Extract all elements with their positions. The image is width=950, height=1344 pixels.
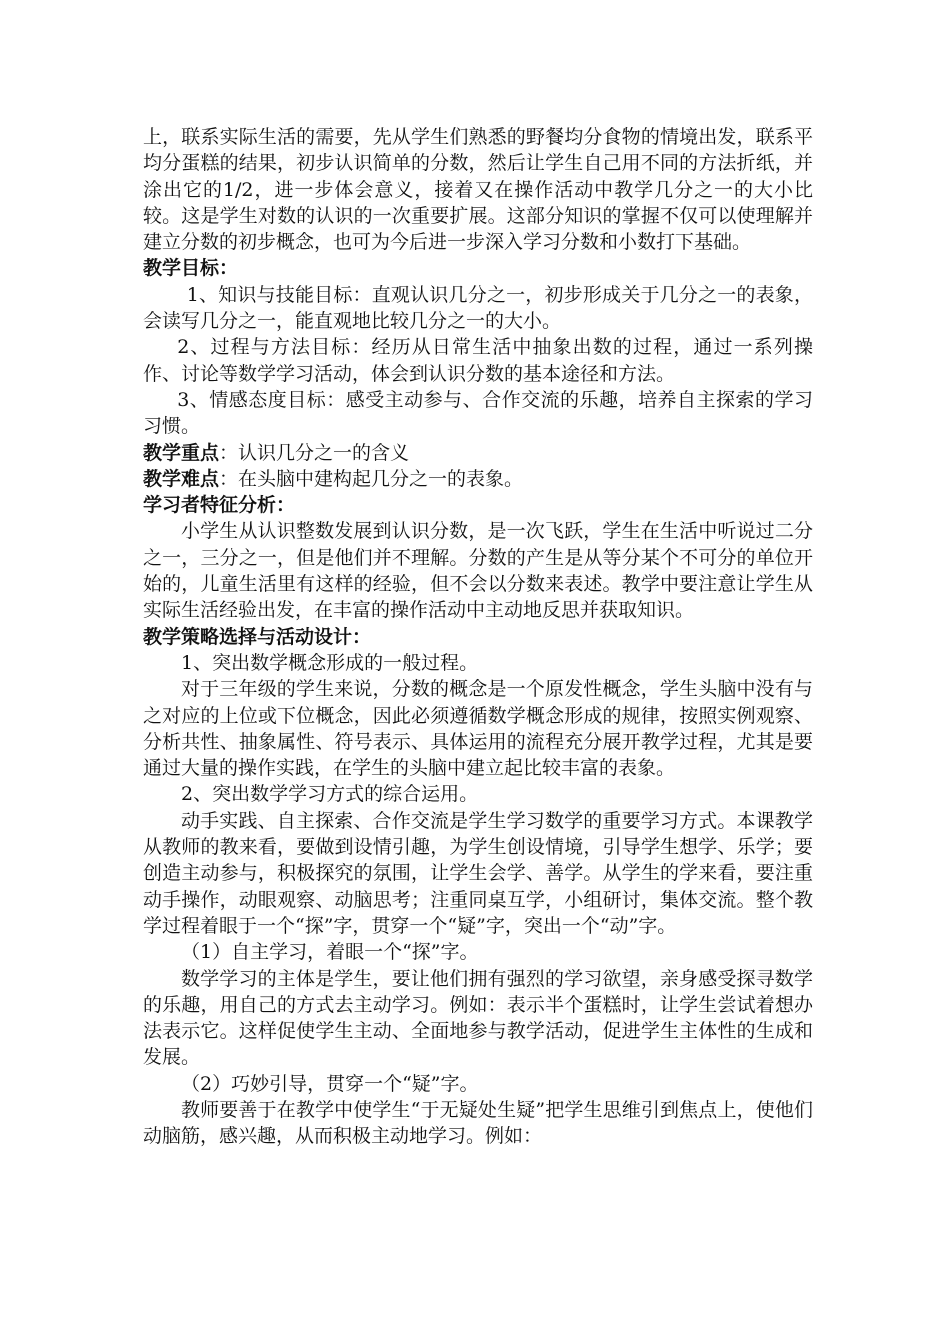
strategy-2-title: 2、突出数学学习方式的综合运用。 [181, 783, 479, 806]
key-point-line [143, 440, 813, 466]
intro-paragraph: 上，联系实际生活的需要，先从学生们熟悉的野餐均分食物的情境出发，联系平均分蛋糕的结果，初步认识简单的分数，然后让学生自己用不同的方法折纸，并涂出它的1/2，进一步体会意义，接着又在操作活动中教学几分之一的大小比较。这是学生对数的认识的一次重要扩展。这部分知识的掌握不仅可以使理解并建立分数的初步概念，也可为今后进一步深入学习分数和小数打下基础。 [143, 126, 813, 254]
strategy-1-title: 1、突出数学概念形成的一般过程。 [181, 651, 479, 674]
difficulty-text: ：在头脑中建构起几分之一的表象。 [219, 467, 524, 490]
learner-heading: 学习者特征分析： [143, 494, 296, 517]
strategy-2-paragraph: 动手实践、自主探索、合作交流是学生学习数学的重要学习方式。本课教学从教师的教来看，要做到设情引趣，为学生创设情境，引导学生想学、乐学；要创造主动参与，积极探究的氛围，让学生会学、善学。从学生的学来看，要注重动手操作，动眼观察、动脑思考；注重同桌互学，小组研讨，集体交流。整个教学过程着眼于一个“探”字，贯穿一个“疑”字，突出一个“动”字。 [143, 809, 813, 937]
learner-paragraph: 小学生从认识整数发展到认识分数，是一次飞跃，学生在生活中听说过二分之一，三分之一，但是他们并不理解。分数的产生是从等分某个不可分的单位开始的，儿童生活里有这样的经验，但不会以分数来表述。教学中要注意让学生从实际生活经验出发，在丰富的操作活动中主动地反思并获取知识。 [143, 520, 813, 622]
objective-3: 3、情感态度目标：感受主动参与、合作交流的乐趣，培养自主探索的学习习惯。 [143, 388, 813, 438]
sub-2-paragraph: 教师要善于在教学中使学生“于无疑处生疑”把学生思维引到焦点上，使他们动脑筋，感兴趣，从而积极主动地学习。例如： [143, 1098, 813, 1148]
difficulty-label: 教学难点 [143, 467, 220, 490]
key-point-text: ：认识几分之一的含义 [219, 441, 410, 464]
document-body [143, 124, 813, 1150]
sub-1-paragraph: 数学学习的主体是学生，要让他们拥有强烈的学习欲望，亲身感受探寻数学的乐趣，用自己的方式去主动学习。例如：表示半个蛋糕时，让学生尝试着想办法表示它。这样促使学生主动、全面地参与教学活动，促进学生主体性的生成和发展。 [143, 967, 813, 1069]
strategy-1-paragraph: 对于三年级的学生来说，分数的概念是一个原发性概念，学生头脑中没有与之对应的上位或下位概念，因此必须遵循数学概念形成的规律，按照实例观察、分析共性、抽象属性、符号表示、具体运用的流程充分展开教学过程，尤其是要通过大量的操作实践，在学生的头脑中建立起比较丰富的表象。 [143, 678, 813, 780]
sub-2-title: （2）巧妙引导，贯穿一个“疑”字。 [181, 1072, 479, 1095]
objective-1: 1、知识与技能目标：直观认识几分之一，初步形成关于几分之一的表象，会读写几分之一，能直观地比较几分之一的大小。 [143, 283, 813, 333]
sub-1-title: （1）自主学习，着眼一个“探”字。 [181, 941, 479, 964]
strategy-heading: 教学策略选择与活动设计： [143, 625, 372, 648]
key-point-label: 教学重点 [143, 441, 220, 464]
objective-2: 2、过程与方法目标：经历从日常生活中抽象出数的过程，通过一系列操作、讨论等数学学习活动，体会到认识分数的基本途径和方法。 [143, 336, 813, 385]
difficulty-line [143, 466, 813, 492]
objectives-heading: 教学目标： [143, 257, 239, 280]
